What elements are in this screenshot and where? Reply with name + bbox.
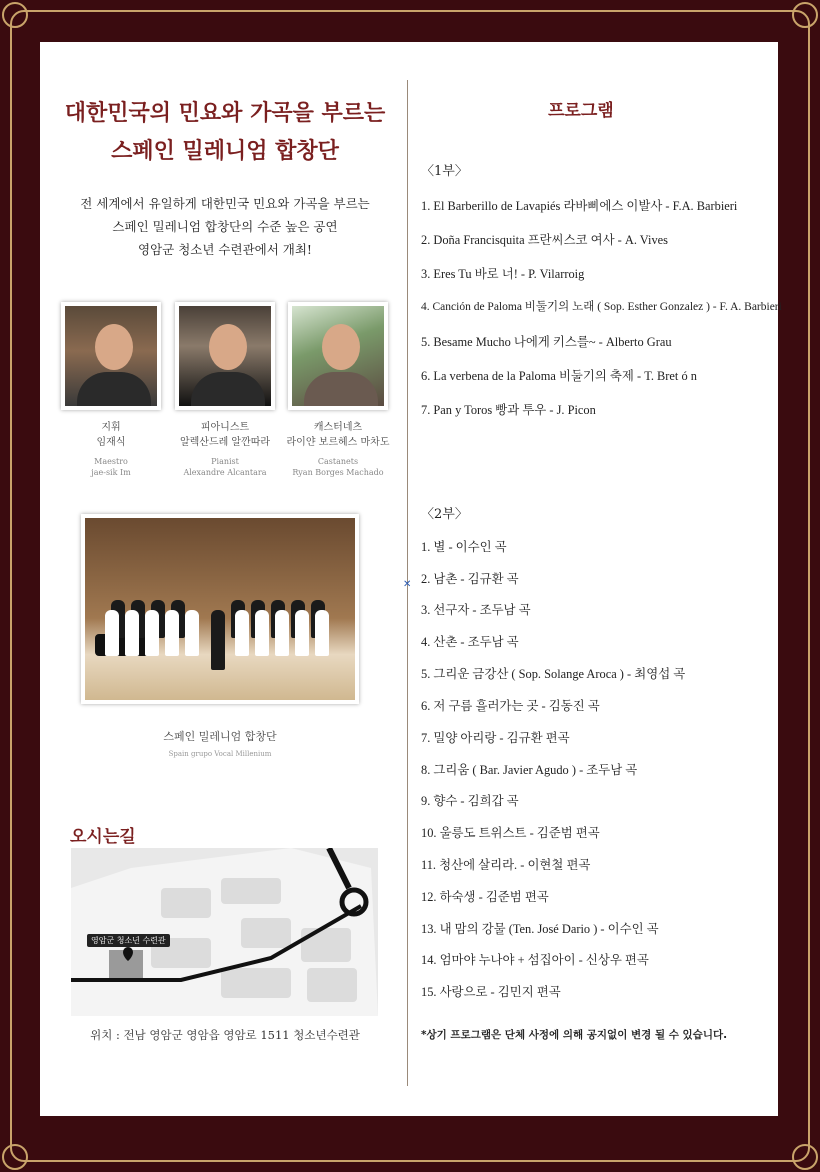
cursor-marker-icon: ✕ [403, 579, 412, 590]
choir-caption-en: Spain grupo Vocal Millenium [168, 750, 272, 758]
page-title-line1: 대한민국의 민요와 가곡을 부르는 [64, 101, 386, 126]
program-item: 7. 밀양 아리랑 - 김규환 편곡 [421, 731, 570, 745]
program-item: 7. Pan y Toros 빵과 투우 - J. Picon [421, 403, 596, 417]
part2-label: 〈2부〉 [421, 507, 468, 522]
part1-label: 〈1부〉 [421, 164, 468, 179]
program-item: 1. El Barberillo de Lavapiés 라바삐에스 이발사 - F.A. Barbieri [421, 199, 738, 213]
performer-name-en: Maestro jae-sik Im [91, 457, 131, 477]
performer-name-en: Pianist Alexandre Alcantara [183, 457, 267, 477]
intro-line: 스페인 밀레니엄 합창단의 수준 높은 공연 [112, 219, 338, 234]
program-item: 14. 엄마야 누나야 + 섬집아이 - 신상우 편곡 [421, 953, 649, 967]
program-item: 9. 향수 - 김희갑 곡 [421, 794, 519, 808]
program-item: 2. Doña Francisquita 프란씨스코 여사 - A. Vives [421, 233, 668, 247]
performer-name-en: Castanets Ryan Borges Machado [292, 457, 384, 477]
address-text: 위치 : 전남 영암군 영암읍 영암로 1511 청소년수련관 [90, 1028, 360, 1042]
program-item: 4. Canción de Paloma 비둘기의 노래 ( Sop. Esther Gonzalez ) - F. A. Barbieri [421, 301, 782, 313]
program-item: 11. 청산에 살리라. - 이현철 편곡 [421, 858, 591, 872]
corner-ornament [2, 2, 28, 28]
intro-line: 영암군 청소년 수련관에서 개최! [138, 242, 312, 257]
program-item: 13. 내 맘의 강물 (Ten. José Dario ) - 이수인 곡 [421, 922, 659, 936]
program-item: 8. 그리움 ( Bar. Javier Agudo ) - 조두남 곡 [421, 763, 638, 777]
directions-heading: 오시는길 [70, 827, 136, 847]
choir-caption-kr: 스페인 밀레니엄 합창단 [163, 730, 277, 743]
program-item: 6. 저 구름 흘러가는 곳 - 김동진 곡 [421, 699, 600, 713]
location-map [71, 848, 378, 1016]
corner-ornament [792, 2, 818, 28]
program-item: 12. 하숙생 - 김준범 편곡 [421, 890, 549, 904]
intro-line: 전 세계에서 유일하게 대한민국 민요와 가곡을 부르는 [80, 196, 370, 211]
program-change-note: *상기 프로그램은 단체 사정에 의해 공지없이 변경 될 수 있습니다. [421, 1029, 728, 1041]
program-item: 4. 산촌 - 조두남 곡 [421, 635, 519, 649]
page-title-line2: 스페인 밀레니엄 합창단 [111, 139, 339, 164]
corner-ornament [2, 1144, 28, 1170]
program-item: 3. 선구자 - 조두남 곡 [421, 603, 531, 617]
map-svg [71, 848, 378, 1016]
choir-photo [81, 514, 359, 704]
program-item: 6. La verbena de la Paloma 비둘기의 축제 - T. Bret ó n [421, 369, 697, 383]
castanets-player-photo [288, 302, 388, 410]
intro-text [40, 192, 410, 261]
performer-name-kr: 지휘 임재식 [96, 422, 126, 448]
map-location-label: 영암군 청소년 수련관 [87, 934, 170, 947]
program-item: 5. Besame Mucho 나에게 키스를~ - Alberto Grau [421, 335, 672, 349]
conductor-photo [61, 302, 161, 410]
program-item: 15. 사랑으로 - 김민지 편곡 [421, 985, 561, 999]
program-item: 2. 남촌 - 김규환 곡 [421, 572, 519, 586]
corner-ornament [792, 1144, 818, 1170]
pianist-photo [175, 302, 275, 410]
performer-name-kr: 캐스터네츠 라이얀 보르헤스 마차도 [286, 422, 390, 448]
program-item: 1. 별 - 이수인 곡 [421, 540, 507, 554]
program-item: 10. 울릉도 트위스트 - 김준범 편곡 [421, 826, 600, 840]
program-item: 5. 그리운 금강산 ( Sop. Solange Aroca ) - 최영섭 곡 [421, 667, 686, 681]
program-item: 3. Eres Tu 바로 너! - P. Vilarroig [421, 267, 585, 281]
program-heading: 프로그램 [548, 101, 614, 121]
performer-name-kr: 피아니스트 알렉산드레 알깐따라 [179, 422, 271, 448]
